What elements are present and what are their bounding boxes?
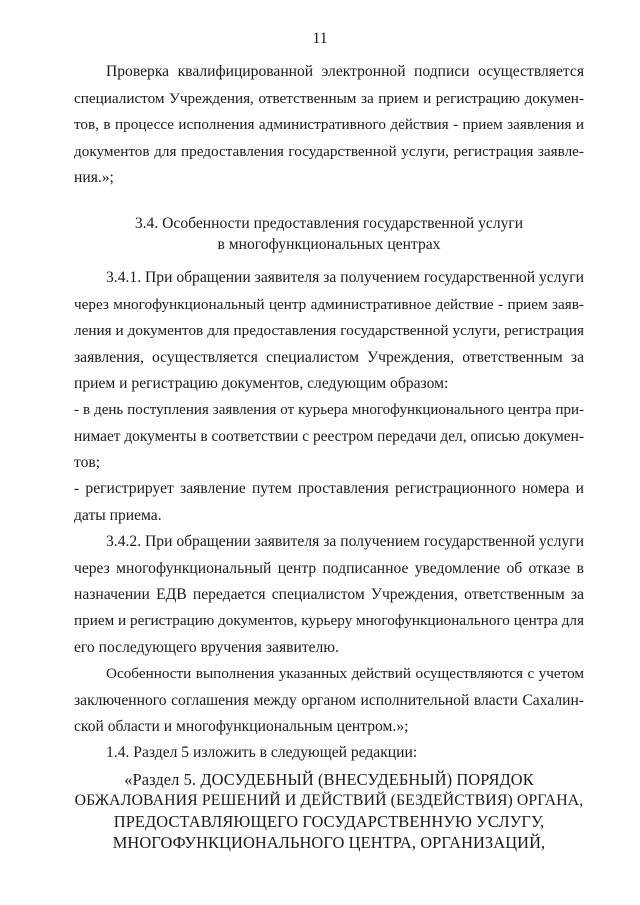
- section-heading: в многофункциональных центрах: [217, 236, 441, 253]
- text-line: даты приема.: [74, 507, 162, 524]
- text-line: 3.4.1. При обращении заявителя за получением государственной услуги: [106, 269, 584, 286]
- text-line: прием и регистрацию документов, следующим образом:: [74, 375, 449, 392]
- text-line: нимает документы в соответствии с реестром передачи дел, описью докумен-: [74, 428, 584, 445]
- section-5-heading: ПРЕДОСТАВЛЯЮЩЕГО ГОСУДАРСТВЕННУЮ УСЛУГУ,: [113, 812, 545, 831]
- section-5-heading: «Раздел 5. ДОСУДЕБНЫЙ (ВНЕСУДЕБНЫЙ) ПОРЯДОК: [124, 770, 534, 789]
- text-line: 3.4.2. При обращении заявителя за получением государственной услуги: [106, 533, 584, 550]
- page-number: 11: [312, 30, 328, 47]
- text-line: через многофункциональный центр административное действие - прием заяв-: [74, 296, 584, 313]
- text-line: через многофункциональный центр подписанное уведомление об отказе в: [74, 560, 584, 577]
- text-line: заявления, осуществляется специалистом Учреждения, ответственным за: [74, 349, 584, 366]
- text-line: ления и документов для предоставления государственной услуги, регистрация: [74, 322, 584, 339]
- text-line: ния.»;: [74, 169, 114, 186]
- section-heading: 3.4. Особенности предоставления государственной услуги: [134, 215, 524, 232]
- text-line: документов для предоставления государственной услуги, регистрация заявле-: [74, 143, 584, 160]
- text-line: 1.4. Раздел 5 изложить в следующей редакции:: [106, 744, 418, 761]
- text-line: - в день поступления заявления от курьера многофункционального центра при-: [74, 402, 584, 418]
- text-line: тов, в процессе исполнения административного действия - прием заявления и: [74, 116, 584, 133]
- text-line: - регистрирует заявление путем проставления регистрационного номера и: [74, 480, 584, 497]
- text-line: его последующего вручения заявителю.: [74, 639, 339, 656]
- section-5-heading: ОБЖАЛОВАНИЯ РЕШЕНИЙ И ДЕЙСТВИЙ (БЕЗДЕЙСТВИЯ) ОРГАНА,: [74, 792, 584, 809]
- text-line: тов;: [74, 454, 101, 471]
- text-line: ской области и многофункциональным центром.»;: [74, 718, 409, 735]
- text-line: прием и регистрацию документов, курьеру многофункционального центра для: [74, 612, 584, 629]
- section-5-heading: МНОГОФУНКЦИОНАЛЬНОГО ЦЕНТРА, ОРГАНИЗАЦИЙ,: [112, 833, 546, 852]
- text-line: назначении ЕДВ передается специалистом Учреждения, ответственным за: [74, 586, 584, 603]
- text-line: заключенного соглашения между органом исполнительной власти Сахалин-: [74, 692, 584, 709]
- text-line: Проверка квалифицированной электронной подписи осуществляется: [106, 63, 584, 80]
- text-line: Особенности выполнения указанных действий осуществляются с учетом: [106, 665, 584, 682]
- text-line: специалистом Учреждения, ответственным за прием и регистрацию докумен-: [74, 90, 584, 107]
